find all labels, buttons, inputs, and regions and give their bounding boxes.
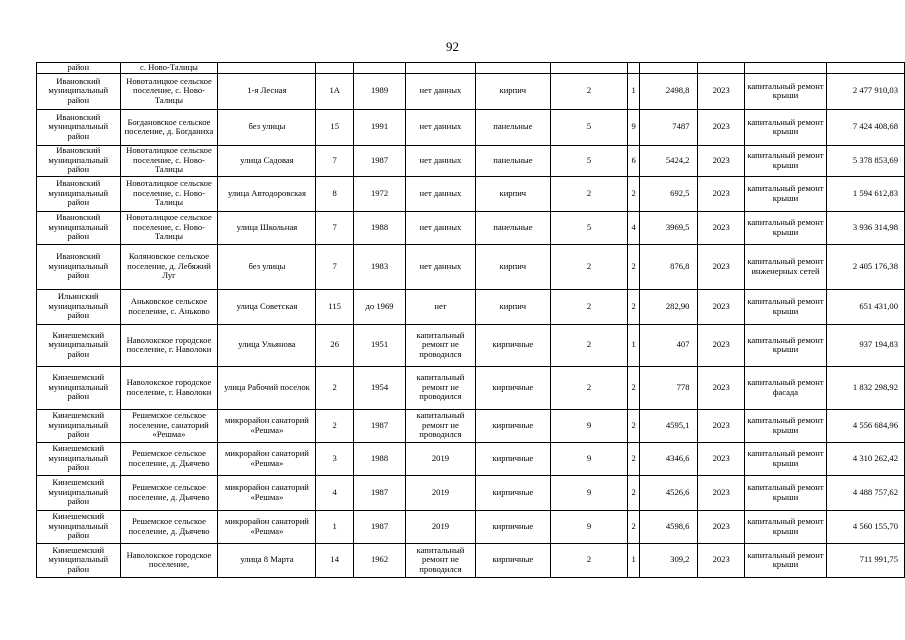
settlement-cell: Решемское сельское поселение, санаторий «Решма»: [120, 409, 218, 442]
house-number-cell: 7: [316, 145, 353, 176]
district-cell: Кинешемский муниципальный район: [37, 366, 121, 409]
district-cell: Ивановский муниципальный район: [37, 73, 121, 109]
district-cell: Ивановский муниципальный район: [37, 211, 121, 244]
house-number-cell: 8: [316, 176, 353, 211]
street-cell: микрорайон санаторий «Решма»: [218, 475, 316, 510]
wall-material-cell: кирпич: [475, 73, 550, 109]
last-repair-cell: нет данных: [406, 244, 476, 289]
settlement-cell: Новоталицкое сельское поселение, с. Ново-Талицы: [120, 176, 218, 211]
repair-year-cell: 2023: [698, 211, 744, 244]
floors-cell: 2: [550, 244, 627, 289]
last-repair-cell: [406, 63, 476, 74]
entrances-cell: 2: [628, 289, 640, 324]
floors-cell: 2: [550, 73, 627, 109]
table-row: [37, 324, 905, 366]
floors-cell: 9: [550, 510, 627, 543]
last-repair-cell: 2019: [406, 442, 476, 475]
area-cell: 4598,6: [640, 510, 698, 543]
repair-year-cell: 2023: [698, 145, 744, 176]
last-repair-cell: нет данных: [406, 145, 476, 176]
entrances-cell: 6: [628, 145, 640, 176]
settlement-cell: Богдановское сельское поселение, д. Богданиха: [120, 109, 218, 145]
wall-material-cell: кирпичные: [475, 409, 550, 442]
area-cell: 778: [640, 366, 698, 409]
street-cell: [218, 63, 316, 74]
cost-cell: 5 378 853,69: [827, 145, 905, 176]
floors-cell: 2: [550, 543, 627, 577]
house-number-cell: [316, 63, 353, 74]
table-row: [37, 409, 905, 442]
area-cell: [640, 63, 698, 74]
work-type-cell: [744, 63, 826, 74]
house-number-cell: 2: [316, 409, 353, 442]
wall-material-cell: [475, 63, 550, 74]
floors-cell: 9: [550, 409, 627, 442]
work-type-cell: капитальный ремонт крыши: [744, 176, 826, 211]
cost-cell: 651 431,00: [827, 289, 905, 324]
street-cell: микрорайон санаторий «Решма»: [218, 409, 316, 442]
wall-material-cell: кирпичные: [475, 366, 550, 409]
settlement-cell: Наволокское городское поселение, г. Наволоки: [120, 366, 218, 409]
house-number-cell: 26: [316, 324, 353, 366]
entrances-cell: 1: [628, 73, 640, 109]
table-row: [37, 543, 905, 577]
cost-cell: 2 405 176,38: [827, 244, 905, 289]
area-cell: 5424,2: [640, 145, 698, 176]
floors-cell: 2: [550, 176, 627, 211]
floors-cell: 5: [550, 109, 627, 145]
floors-cell: 2: [550, 366, 627, 409]
last-repair-cell: капитальный ремонт не проводился: [406, 366, 476, 409]
cost-cell: 4 310 262,42: [827, 442, 905, 475]
repair-year-cell: 2023: [698, 176, 744, 211]
year-built-cell: 1991: [353, 109, 405, 145]
cost-cell: [827, 63, 905, 74]
repair-year-cell: 2023: [698, 366, 744, 409]
last-repair-cell: 2019: [406, 475, 476, 510]
repair-year-cell: 2023: [698, 442, 744, 475]
street-cell: улица Садовая: [218, 145, 316, 176]
cost-cell: 7 424 408,68: [827, 109, 905, 145]
area-cell: 282,90: [640, 289, 698, 324]
house-number-cell: 4: [316, 475, 353, 510]
entrances-cell: 2: [628, 244, 640, 289]
house-number-cell: 115: [316, 289, 353, 324]
area-cell: 2498,8: [640, 73, 698, 109]
district-cell: Кинешемский муниципальный район: [37, 475, 121, 510]
cost-cell: 711 991,75: [827, 543, 905, 577]
wall-material-cell: кирпичные: [475, 442, 550, 475]
entrances-cell: 1: [628, 324, 640, 366]
street-cell: улица 8 Марта: [218, 543, 316, 577]
entrances-cell: 2: [628, 510, 640, 543]
wall-material-cell: кирпичные: [475, 543, 550, 577]
entrances-cell: 2: [628, 366, 640, 409]
work-type-cell: капитальный ремонт крыши: [744, 510, 826, 543]
entrances-cell: 4: [628, 211, 640, 244]
settlement-cell: Аньковское сельское поселение, с. Аньково: [120, 289, 218, 324]
wall-material-cell: панельные: [475, 211, 550, 244]
district-cell: Кинешемский муниципальный район: [37, 442, 121, 475]
year-built-cell: 1962: [353, 543, 405, 577]
house-number-cell: 7: [316, 244, 353, 289]
house-number-cell: 1: [316, 510, 353, 543]
street-cell: улица Автодоровская: [218, 176, 316, 211]
district-cell: Ивановский муниципальный район: [37, 244, 121, 289]
year-built-cell: 1987: [353, 475, 405, 510]
last-repair-cell: нет данных: [406, 176, 476, 211]
work-type-cell: капитальный ремонт инженерных сетей: [744, 244, 826, 289]
cost-cell: 4 488 757,62: [827, 475, 905, 510]
work-type-cell: капитальный ремонт крыши: [744, 442, 826, 475]
district-cell: Ивановский муниципальный район: [37, 176, 121, 211]
work-type-cell: капитальный ремонт крыши: [744, 109, 826, 145]
house-number-cell: 3: [316, 442, 353, 475]
entrances-cell: [628, 63, 640, 74]
house-number-cell: 2: [316, 366, 353, 409]
housing-repair-table: [36, 62, 905, 578]
repair-year-cell: 2023: [698, 510, 744, 543]
area-cell: 876,8: [640, 244, 698, 289]
year-built-cell: 1987: [353, 409, 405, 442]
area-cell: 4595,1: [640, 409, 698, 442]
street-cell: 1-я Лесная: [218, 73, 316, 109]
street-cell: микрорайон санаторий «Решма»: [218, 510, 316, 543]
district-cell: Ильинский муниципальный район: [37, 289, 121, 324]
area-cell: 309,2: [640, 543, 698, 577]
last-repair-cell: нет данных: [406, 109, 476, 145]
work-type-cell: капитальный ремонт крыши: [744, 409, 826, 442]
year-built-cell: 1988: [353, 211, 405, 244]
street-cell: без улицы: [218, 244, 316, 289]
work-type-cell: капитальный ремонт крыши: [744, 475, 826, 510]
table-row: [37, 176, 905, 211]
wall-material-cell: кирпич: [475, 176, 550, 211]
house-number-cell: 15: [316, 109, 353, 145]
last-repair-cell: капитальный ремонт не проводился: [406, 324, 476, 366]
settlement-cell: Решемское сельское поселение, д. Дьячево: [120, 442, 218, 475]
work-type-cell: капитальный ремонт крыши: [744, 289, 826, 324]
house-number-cell: 7: [316, 211, 353, 244]
table-row: [37, 475, 905, 510]
wall-material-cell: панельные: [475, 109, 550, 145]
repair-year-cell: [698, 63, 744, 74]
last-repair-cell: капитальный ремонт не проводился: [406, 543, 476, 577]
year-built-cell: 1988: [353, 442, 405, 475]
floors-cell: 5: [550, 145, 627, 176]
table-row: [37, 109, 905, 145]
area-cell: 7487: [640, 109, 698, 145]
table-row: [37, 145, 905, 176]
floors-cell: 5: [550, 211, 627, 244]
district-cell: Кинешемский муниципальный район: [37, 510, 121, 543]
settlement-cell: Решемское сельское поселение, д. Дьячево: [120, 475, 218, 510]
cost-cell: 4 560 155,70: [827, 510, 905, 543]
wall-material-cell: панельные: [475, 145, 550, 176]
district-cell: Кинешемский муниципальный район: [37, 324, 121, 366]
district-cell: район: [37, 63, 121, 74]
table-row: [37, 244, 905, 289]
settlement-cell: Новоталицкое сельское поселение, с. Ново-Талицы: [120, 73, 218, 109]
settlement-cell: Наволокское городское поселение, г. Наволоки: [120, 324, 218, 366]
entrances-cell: 2: [628, 442, 640, 475]
floors-cell: 2: [550, 289, 627, 324]
street-cell: микрорайон санаторий «Решма»: [218, 442, 316, 475]
year-built-cell: 1987: [353, 510, 405, 543]
work-type-cell: капитальный ремонт крыши: [744, 324, 826, 366]
settlement-cell: Новоталицкое сельское поселение, с. Ново-Талицы: [120, 211, 218, 244]
area-cell: 4346,6: [640, 442, 698, 475]
year-built-cell: 1951: [353, 324, 405, 366]
street-cell: улица Ульянова: [218, 324, 316, 366]
district-cell: Ивановский муниципальный район: [37, 145, 121, 176]
district-cell: Ивановский муниципальный район: [37, 109, 121, 145]
area-cell: 3969,5: [640, 211, 698, 244]
house-number-cell: 1А: [316, 73, 353, 109]
district-cell: Кинешемский муниципальный район: [37, 409, 121, 442]
last-repair-cell: капитальный ремонт не проводился: [406, 409, 476, 442]
table-row: [37, 73, 905, 109]
table-row: [37, 63, 905, 74]
entrances-cell: 2: [628, 475, 640, 510]
area-cell: 407: [640, 324, 698, 366]
settlement-cell: Новоталицкое сельское поселение, с. Ново-Талицы: [120, 145, 218, 176]
wall-material-cell: кирпичные: [475, 510, 550, 543]
settlement-cell: с. Ново-Талицы: [120, 63, 218, 74]
last-repair-cell: нет данных: [406, 211, 476, 244]
work-type-cell: капитальный ремонт фасада: [744, 366, 826, 409]
repair-year-cell: 2023: [698, 244, 744, 289]
repair-year-cell: 2023: [698, 109, 744, 145]
year-built-cell: [353, 63, 405, 74]
cost-cell: 937 194,83: [827, 324, 905, 366]
floors-cell: 9: [550, 475, 627, 510]
table-row: [37, 289, 905, 324]
floors-cell: 2: [550, 324, 627, 366]
street-cell: без улицы: [218, 109, 316, 145]
floors-cell: [550, 63, 627, 74]
table-row: [37, 442, 905, 475]
house-number-cell: 14: [316, 543, 353, 577]
wall-material-cell: кирпичные: [475, 324, 550, 366]
page-number: 92: [446, 39, 459, 54]
entrances-cell: 2: [628, 176, 640, 211]
table-row: [37, 211, 905, 244]
district-cell: Кинешемский муниципальный район: [37, 543, 121, 577]
entrances-cell: 1: [628, 543, 640, 577]
work-type-cell: капитальный ремонт крыши: [744, 73, 826, 109]
year-built-cell: до 1969: [353, 289, 405, 324]
year-built-cell: 1972: [353, 176, 405, 211]
repair-year-cell: 2023: [698, 289, 744, 324]
year-built-cell: 1989: [353, 73, 405, 109]
street-cell: улица Советская: [218, 289, 316, 324]
cost-cell: 1 594 612,83: [827, 176, 905, 211]
wall-material-cell: кирпичные: [475, 475, 550, 510]
table-row: [37, 366, 905, 409]
work-type-cell: капитальный ремонт крыши: [744, 543, 826, 577]
cost-cell: 1 832 298,92: [827, 366, 905, 409]
repair-year-cell: 2023: [698, 73, 744, 109]
repair-year-cell: 2023: [698, 475, 744, 510]
cost-cell: 4 556 684,96: [827, 409, 905, 442]
floors-cell: 9: [550, 442, 627, 475]
year-built-cell: 1987: [353, 145, 405, 176]
last-repair-cell: нет данных: [406, 73, 476, 109]
table-row: [37, 510, 905, 543]
cost-cell: 2 477 910,03: [827, 73, 905, 109]
work-type-cell: капитальный ремонт крыши: [744, 211, 826, 244]
area-cell: 692,5: [640, 176, 698, 211]
wall-material-cell: кирпич: [475, 244, 550, 289]
area-cell: 4526,6: [640, 475, 698, 510]
wall-material-cell: кирпич: [475, 289, 550, 324]
street-cell: улица Школьная: [218, 211, 316, 244]
repair-year-cell: 2023: [698, 324, 744, 366]
cost-cell: 3 936 314,98: [827, 211, 905, 244]
street-cell: улица Рабочий поселок: [218, 366, 316, 409]
year-built-cell: 1954: [353, 366, 405, 409]
repair-year-cell: 2023: [698, 543, 744, 577]
year-built-cell: 1983: [353, 244, 405, 289]
repair-year-cell: 2023: [698, 409, 744, 442]
settlement-cell: Коляновское сельское поселение, д. Лебяжий Луг: [120, 244, 218, 289]
last-repair-cell: нет: [406, 289, 476, 324]
settlement-cell: Наволокское городское поселение,: [120, 543, 218, 577]
entrances-cell: 9: [628, 109, 640, 145]
entrances-cell: 2: [628, 409, 640, 442]
work-type-cell: капитальный ремонт крыши: [744, 145, 826, 176]
last-repair-cell: 2019: [406, 510, 476, 543]
settlement-cell: Решемское сельское поселение, д. Дьячево: [120, 510, 218, 543]
